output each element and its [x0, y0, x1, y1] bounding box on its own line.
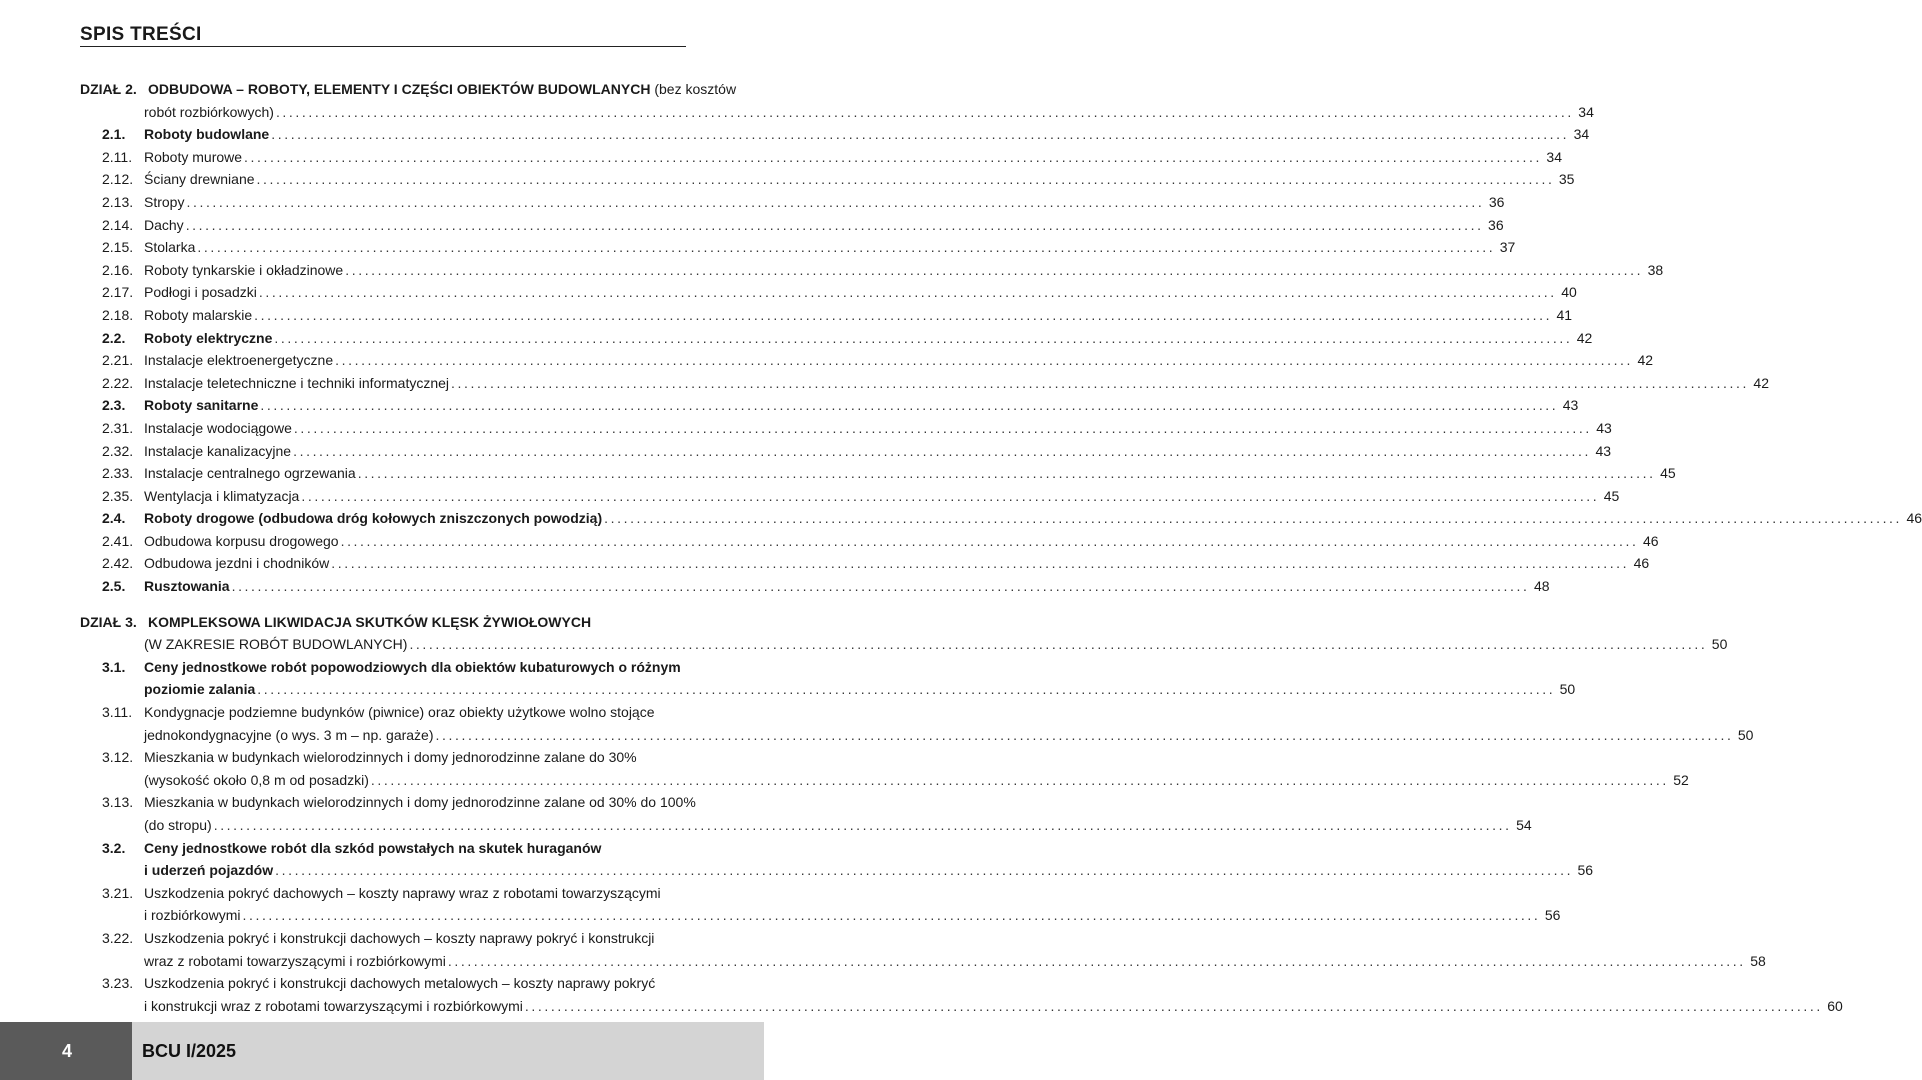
dot-leader: ........................................................................................................................................................................................................ [451, 374, 1749, 391]
dot-leader: ........................................................................................................................................................................................................ [293, 419, 1592, 436]
toc-entry[interactable] [80, 859, 1594, 882]
toc-entry-title-text: jednokondygnacyjne (o wys. 3 m – np. garaże) [144, 726, 434, 743]
toc-entry-title [148, 611, 591, 634]
toc-entry-title-text: Instalacje teletechniczne i techniki informatycznej [144, 374, 450, 391]
toc-entry-title-text: (W ZAKRESIE ROBÓT BUDOWLANYCH) [144, 636, 408, 653]
toc-section-heading[interactable] [80, 611, 686, 634]
toc-entry-page: 43 [1562, 397, 1579, 414]
toc-entry[interactable] [80, 950, 1766, 973]
toc-entry[interactable] [80, 575, 1550, 598]
toc-entry-title [144, 372, 449, 395]
toc-entry-title-text: Mieszkania w budynkach wielorodzinnych i domy jednorodzinne zalane do 30% [144, 749, 637, 766]
dot-leader: ........................................................................................................................................................................................................ [271, 126, 1570, 143]
toc-entry-title-text: Ceny jednostkowe robót popowodziowych dla obiektów kubaturowych o różnym [144, 658, 681, 675]
toc-entry-title [144, 304, 252, 327]
toc-entry-number: 2.4. [102, 510, 126, 527]
toc-entry-page: 42 [1576, 329, 1593, 346]
toc-entry-title [144, 769, 369, 792]
toc-entry-number: 2.11. [102, 148, 133, 165]
toc-entry-number: 3.22. [102, 929, 134, 946]
toc-entry-page: 34 [1578, 103, 1594, 120]
toc-entry-page: 46 [1906, 510, 1922, 527]
toc-entry-title-text: Uszkodzenia pokryć i konstrukcji dachowych – koszty naprawy pokryć i konstrukcji [144, 929, 655, 946]
toc-entry-number: 2.35. [102, 487, 134, 504]
dot-leader: ........................................................................................................................................................................................................ [244, 148, 1542, 165]
toc-entry-page: 40 [1561, 284, 1577, 301]
toc-entry-page: 60 [1827, 997, 1843, 1014]
toc-entry-title [144, 575, 230, 598]
dot-leader: ........................................................................................................................................................................................................ [301, 487, 1600, 504]
toc-entry-title-text: i konstrukcji wraz z robotami towarzyszącymi i rozbiórkowymi [144, 997, 523, 1014]
page-header [80, 24, 686, 47]
toc-entry-title [144, 882, 661, 905]
toc-entry-title [144, 656, 681, 679]
toc-entry-title [144, 746, 637, 769]
toc-entry-title [144, 633, 407, 656]
toc-entry-number: 2.42. [102, 555, 134, 572]
toc-entry-page: 36 [1488, 216, 1504, 233]
toc-entry[interactable] [80, 191, 1505, 214]
toc-entry-title-text: Wentylacja i klimatyzacja [144, 487, 300, 504]
toc-entry-title-text: ODBUDOWA – ROBOTY, ELEMENTY I CZĘŚCI OBIEKTÓW BUDOWLANYCH [148, 81, 651, 97]
dot-leader: ........................................................................................................................................................................................................ [435, 726, 1734, 743]
toc-entry-page: 54 [1516, 817, 1532, 833]
toc-entry[interactable] [80, 417, 1612, 440]
toc-entry-title [144, 995, 523, 1018]
toc-entry[interactable] [80, 724, 1754, 747]
toc-entry-title-text: Uszkodzenia pokryć i konstrukcji dachowych metalowych – koszty naprawy pokryć [144, 975, 656, 992]
dot-leader: ........................................................................................................................................................................................................ [370, 771, 1669, 788]
toc-entry[interactable] [80, 372, 1769, 395]
toc-entry[interactable] [80, 995, 1843, 1018]
toc-entry-title [144, 168, 255, 191]
toc-entry-title [144, 530, 339, 553]
page-number: 4 [62, 1041, 73, 1061]
toc-entry-title-text: Stolarka [144, 239, 196, 256]
toc-entry-page: 50 [1559, 681, 1576, 698]
toc-entry-number: 3.12. [102, 749, 134, 766]
toc-entry[interactable] [80, 678, 1576, 701]
dot-leader: ........................................................................................................................................................................................................ [242, 907, 1541, 924]
toc-entry-title [144, 904, 240, 927]
toc-entry-number: 2.22. [102, 374, 134, 391]
toc-entry[interactable] [80, 530, 1659, 553]
dot-leader: ........................................................................................................................................................................................................ [447, 952, 1746, 969]
toc-entry-title [144, 972, 655, 995]
toc-entry-page: 37 [1499, 239, 1516, 256]
page-title: SPIS TREŚCI [80, 24, 202, 45]
toc-entry-title [144, 837, 601, 860]
toc-entry-page: 45 [1603, 487, 1620, 504]
footer-publication-box [132, 1022, 764, 1080]
toc-entry-number: 2.17. [102, 284, 134, 301]
toc-entry-page: 46 [1642, 532, 1659, 549]
toc-entry-title-text: Stropy [144, 193, 185, 210]
toc-entry-page: 48 [1533, 578, 1550, 595]
toc-entry-number: 3.23. [102, 975, 134, 992]
toc-entry-title [144, 701, 655, 724]
dot-leader: ........................................................................................................................................................................................................ [357, 465, 1656, 482]
toc-entry-title [144, 950, 446, 973]
toc-entry-title [144, 814, 212, 837]
toc-entry-title-text: Roboty murowe [144, 148, 243, 165]
toc-entry-page: 45 [1660, 465, 1676, 482]
toc-entry-title-text: KOMPLEKSOWA LIKWIDACJA SKUTKÓW KLĘSK ŻYWIOŁOWYCH [148, 613, 592, 630]
toc-entry-title-text: Ściany drewniane [144, 171, 255, 188]
toc-entry-title-text: Podłogi i posadzki [144, 284, 257, 301]
toc-entry-title [144, 349, 333, 372]
toc-entry-page: 42 [1753, 374, 1769, 391]
toc-entry-title [144, 724, 434, 747]
toc-entry-page: 36 [1488, 193, 1505, 210]
toc-entry-title-text: Dachy [144, 216, 184, 233]
toc-entry[interactable] [80, 972, 686, 995]
toc-entry-title [144, 394, 258, 417]
toc-entry-number: 2.14. [102, 216, 134, 233]
toc-entry-title-text: i rozbiórkowymi [144, 907, 241, 924]
toc-entry-title-text: Ceny jednostkowe robót dla szkód powstałych na skutek huraganów [144, 839, 602, 856]
toc-entry-number: 3.21. [102, 884, 134, 901]
toc-entry-number: 2.16. [102, 261, 134, 278]
toc-entry[interactable] [80, 791, 696, 814]
dot-leader: ........................................................................................................................................................................................................ [254, 306, 1553, 323]
dot-leader: ........................................................................................................................................................................................................ [257, 681, 1556, 698]
toc-entry-number: 2.21. [102, 352, 134, 369]
toc-entry-title [144, 927, 654, 950]
dot-leader: ........................................................................................................................................................................................................ [293, 442, 1592, 459]
dot-leader: ........................................................................................................................................................................................................ [604, 510, 1903, 527]
toc-entry-number: 2.1. [102, 126, 126, 143]
toc-entry-page: 46 [1633, 555, 1650, 572]
publication-name: BCU I/2025 [142, 1041, 237, 1061]
toc-entry-number: 2.31. [102, 419, 134, 436]
toc-entry-title [144, 462, 356, 485]
toc-entry-number: 2.3. [102, 397, 126, 414]
toc-entry-number: 2.41. [102, 532, 134, 549]
toc-entry-title-text: Roboty budowlane [144, 126, 270, 143]
dot-leader: ........................................................................................................................................................................................................ [335, 352, 1634, 369]
toc-entry-title-text: wraz z robotami towarzyszącymi i rozbiórkowymi [144, 952, 446, 969]
toc-entry-number: 2.13. [102, 193, 134, 210]
toc-entry-title [144, 440, 291, 463]
toc-entry-title [144, 191, 184, 214]
toc-entry-title-text: Mieszkania w budynkach wielorodzinnych i domy jednorodzinne zalane od 30% do 100% [144, 794, 696, 811]
toc-entry-page: 50 [1737, 726, 1754, 743]
section-gap [80, 598, 686, 611]
dot-leader: ........................................................................................................................................................................................................ [256, 171, 1555, 188]
dot-leader: ........................................................................................................................................................................................................ [213, 817, 1512, 833]
toc-entry[interactable] [80, 304, 1573, 327]
toc-entry-page: 38 [1647, 261, 1664, 278]
dot-leader: ........................................................................................................................................................................................................ [231, 578, 1530, 595]
toc-entry-title [148, 78, 736, 101]
toc-entry-page: 58 [1750, 952, 1766, 969]
dot-leader: ........................................................................................................................................................................................................ [275, 862, 1574, 879]
toc-entry-title-text: Roboty tynkarskie i okładzinowe [144, 261, 344, 278]
toc-entry-number: DZIAŁ 3. [80, 613, 137, 630]
toc-entry-page: 41 [1556, 306, 1573, 323]
toc-entry-number: 3.2. [102, 839, 126, 856]
dot-leader: ........................................................................................................................................................................................................ [186, 193, 1485, 210]
toc-entry[interactable] [80, 123, 1590, 146]
toc-entry-title [144, 552, 329, 575]
toc-entry[interactable] [80, 101, 1594, 124]
table-of-contents [80, 78, 1922, 1017]
toc-entry-title-text: Roboty elektryczne [144, 329, 273, 346]
toc-entry-number: 2.18. [102, 306, 134, 323]
dot-leader: ........................................................................................................................................................................................................ [345, 261, 1644, 278]
toc-entry-page: 56 [1577, 862, 1594, 879]
dot-leader: ........................................................................................................................................................................................................ [409, 636, 1708, 653]
toc-entry-title-text: Roboty drogowe (odbudowa dróg kołowych zniszczonych powodzią) [144, 510, 603, 527]
toc-entry-number: DZIAŁ 2. [80, 81, 137, 97]
toc-entry[interactable] [80, 769, 1689, 792]
toc-entry-title-text: Instalacje elektroenergetyczne [144, 352, 334, 369]
toc-entry-title [144, 146, 242, 169]
toc-entry-title-text: Rusztowania [144, 578, 230, 595]
dot-leader: ........................................................................................................................................................................................................ [197, 239, 1496, 256]
toc-entry[interactable] [80, 394, 1579, 417]
toc-entry-page: 52 [1673, 771, 1689, 788]
toc-entry-title-text: (wysokość około 0,8 m od posadzki) [144, 771, 369, 788]
dot-leader: ........................................................................................................................................................................................................ [524, 997, 1823, 1014]
toc-entry-title-note: (bez kosztów [650, 81, 737, 97]
dot-leader: ........................................................................................................................................................................................................ [331, 555, 1630, 572]
toc-entry-title [144, 859, 273, 882]
toc-section-heading[interactable] [80, 78, 737, 101]
toc-entry-number: 3.11. [102, 704, 133, 721]
toc-entry[interactable] [80, 349, 1654, 372]
dot-leader: ........................................................................................................................................................................................................ [260, 397, 1559, 414]
toc-entry-title-text: Odbudowa jezdni i chodników [144, 555, 330, 572]
toc-entry-title [144, 417, 292, 440]
dot-leader: ........................................................................................................................................................................................................ [258, 284, 1557, 301]
toc-entry-title [144, 101, 274, 124]
toc-entry-page: 56 [1544, 907, 1561, 924]
toc-entry[interactable] [80, 656, 686, 679]
toc-entry-number: 2.5. [102, 578, 126, 595]
toc-entry-number: 2.12. [102, 171, 134, 188]
toc-entry[interactable] [80, 168, 1575, 191]
toc-entry-number: 2.32. [102, 442, 134, 459]
toc-entry-number: 3.1. [102, 658, 126, 675]
toc-entry-title [144, 507, 602, 530]
toc-entry[interactable] [80, 882, 686, 905]
toc-entry[interactable] [80, 440, 1612, 463]
toc-entry-title [144, 214, 184, 237]
toc-entry-title [144, 791, 696, 814]
toc-entry-title [144, 236, 195, 259]
toc-entry-page: 43 [1595, 442, 1612, 459]
toc-entry[interactable] [80, 814, 1532, 837]
toc-entry[interactable] [80, 701, 686, 724]
footer-page-number-box [0, 1022, 132, 1080]
toc-entry[interactable] [80, 904, 1561, 927]
dot-leader: ........................................................................................................................................................................................................ [275, 103, 1574, 120]
dot-leader: ........................................................................................................................................................................................................ [185, 216, 1484, 233]
toc-entry-title-text: Instalacje kanalizacyjne [144, 442, 292, 459]
toc-entry-title [144, 327, 272, 350]
toc-entry-title-text: Roboty sanitarne [144, 397, 259, 414]
dot-leader: ........................................................................................................................................................................................................ [340, 532, 1639, 549]
toc-entry[interactable] [80, 633, 1728, 656]
toc-entry[interactable] [80, 746, 686, 769]
toc-entry[interactable] [80, 281, 1577, 304]
toc-entry-title [144, 485, 299, 508]
toc-entry[interactable] [80, 462, 1676, 485]
toc-entry-number: 2.2. [102, 329, 126, 346]
toc-entry-number: 2.15. [102, 239, 134, 256]
toc-entry[interactable] [80, 927, 686, 950]
toc-entry-title [144, 259, 343, 282]
toc-entry-title-text: robót rozbiórkowych) [144, 103, 274, 120]
toc-entry-title-text: Kondygnacje podziemne budynków (piwnice) oraz obiekty użytkowe wolno stojące [144, 704, 655, 721]
toc-entry[interactable] [80, 146, 1562, 169]
dot-leader: ........................................................................................................................................................................................................ [274, 329, 1573, 346]
toc-entry[interactable] [80, 507, 1922, 530]
toc-entry-title [144, 281, 257, 304]
toc-entry-page: 50 [1711, 636, 1728, 653]
toc-entry-title-text: poziomie zalania [144, 681, 256, 698]
toc-entry[interactable] [80, 327, 1593, 350]
toc-entry-page: 35 [1558, 171, 1575, 188]
toc-entry[interactable] [80, 214, 1504, 237]
toc-entry-title-text: i uderzeń pojazdów [144, 862, 274, 879]
toc-entry[interactable] [80, 837, 686, 860]
toc-entry[interactable] [80, 552, 1650, 575]
toc-entry-title-text: Instalacje centralnego ogrzewania [144, 465, 356, 482]
toc-entry-title-text: (do stropu) [144, 817, 212, 833]
toc-entry-page: 34 [1573, 126, 1590, 143]
toc-entry-title-text: Instalacje wodociągowe [144, 419, 292, 436]
toc-entry-title [144, 678, 255, 701]
toc-entry-title-text: Roboty malarskie [144, 306, 253, 323]
toc-entry[interactable] [80, 259, 1664, 282]
toc-entry[interactable] [80, 236, 1516, 259]
toc-entry[interactable] [80, 485, 1620, 508]
toc-entry-number: 2.33. [102, 465, 134, 482]
toc-entry-title-text: Uszkodzenia pokryć dachowych – koszty naprawy wraz z robotami towarzyszącymi [144, 884, 661, 901]
toc-entry-page: 34 [1546, 148, 1562, 165]
toc-entry-title-text: Odbudowa korpusu drogowego [144, 532, 339, 549]
toc-entry-title [144, 123, 269, 146]
toc-entry-page: 43 [1596, 419, 1612, 436]
toc-entry-number: 3.13. [102, 794, 134, 811]
toc-entry-page: 42 [1637, 352, 1654, 369]
